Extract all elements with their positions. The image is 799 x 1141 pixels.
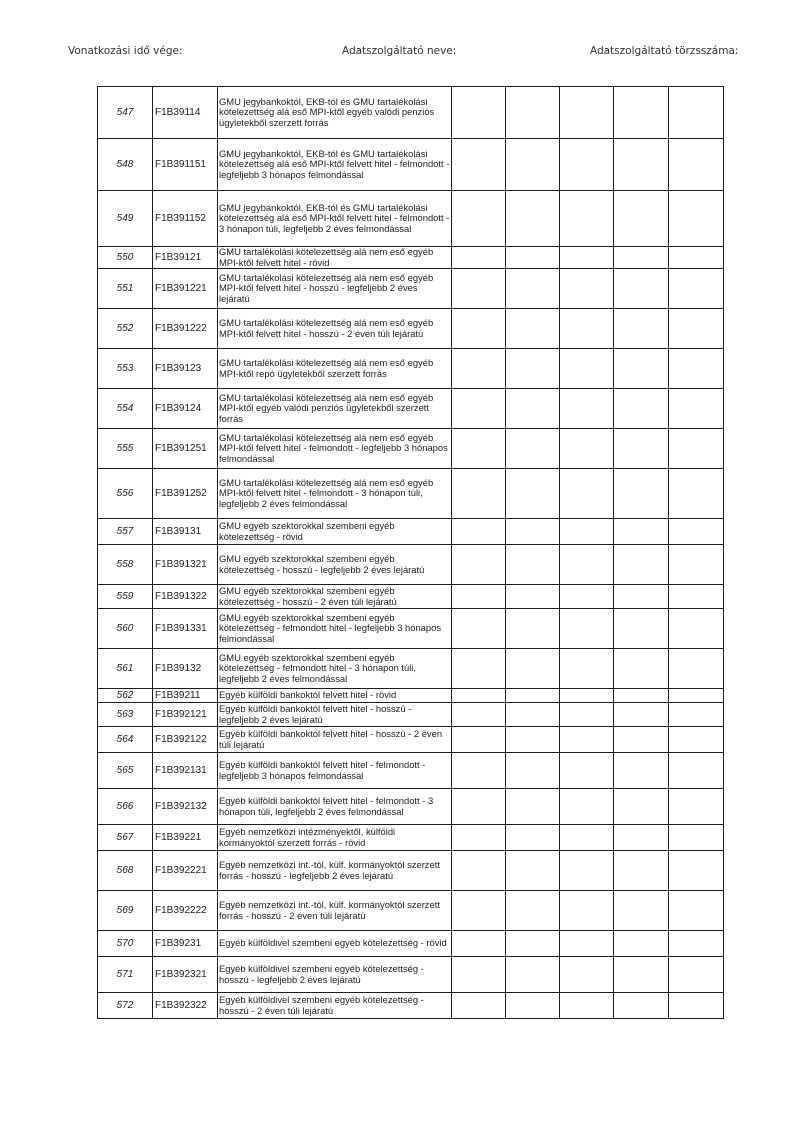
value-cell[interactable] — [560, 609, 614, 649]
value-cell[interactable] — [614, 349, 669, 389]
value-cell[interactable] — [614, 191, 669, 247]
row-description: GMU egyéb szektorokkal szembeni egyéb kötelezettség - rövid — [218, 519, 452, 545]
value-cell[interactable] — [560, 469, 614, 519]
header-provider-name-label: Adatszolgáltató neve: — [342, 45, 457, 57]
value-cell[interactable] — [452, 753, 506, 789]
value-cell[interactable] — [506, 789, 560, 825]
row-number: 558 — [98, 545, 153, 585]
row-code: F1B39211 — [153, 689, 218, 703]
row-number: 563 — [98, 703, 153, 727]
table-row — [98, 309, 724, 349]
table-row — [98, 703, 724, 727]
row-code: F1B391331 — [153, 609, 218, 649]
value-cell[interactable] — [614, 703, 669, 727]
value-cell[interactable] — [560, 191, 614, 247]
value-cell[interactable] — [614, 87, 669, 139]
value-cell[interactable] — [669, 957, 724, 993]
value-cell[interactable] — [452, 789, 506, 825]
value-cell[interactable] — [614, 519, 669, 545]
table-row — [98, 993, 724, 1019]
value-cell[interactable] — [452, 389, 506, 429]
value-cell[interactable] — [506, 139, 560, 191]
table-row — [98, 609, 724, 649]
row-description: GMU jegybankoktól, EKB-tól és GMU tartalékolási kötelezettség alá eső MPI-ktől egyéb valódi penziós ügyletekből szerzett forrás — [218, 87, 452, 139]
value-cell[interactable] — [560, 727, 614, 753]
row-description: Egyéb külföldivel szembeni egyéb kötelezettség - rövid — [218, 931, 452, 957]
row-number: 559 — [98, 585, 153, 609]
row-description: Egyéb nemzetközi int.-tól, külf. kormányoktól szerzett forrás - hosszú - 2 éven túli lejáratú — [218, 891, 452, 931]
value-cell[interactable] — [452, 727, 506, 753]
value-cell[interactable] — [614, 309, 669, 349]
row-code: F1B392221 — [153, 851, 218, 891]
table-row — [98, 87, 724, 139]
value-cell[interactable] — [614, 957, 669, 993]
table-row — [98, 429, 724, 469]
row-code: F1B39121 — [153, 247, 218, 269]
row-code: F1B391251 — [153, 429, 218, 469]
table-row — [98, 139, 724, 191]
value-cell[interactable] — [506, 753, 560, 789]
value-cell[interactable] — [560, 545, 614, 585]
value-cell[interactable] — [669, 825, 724, 851]
table-row — [98, 247, 724, 269]
value-cell[interactable] — [560, 139, 614, 191]
value-cell[interactable] — [452, 957, 506, 993]
value-cell[interactable] — [560, 349, 614, 389]
row-code: F1B39231 — [153, 931, 218, 957]
value-cell[interactable] — [506, 727, 560, 753]
row-code: F1B392322 — [153, 993, 218, 1019]
row-number: 571 — [98, 957, 153, 993]
row-code: F1B392122 — [153, 727, 218, 753]
row-description: Egyéb külföldi bankoktól felvett hitel - rövid — [218, 689, 452, 703]
table-row — [98, 585, 724, 609]
value-cell[interactable] — [614, 545, 669, 585]
value-cell[interactable] — [614, 931, 669, 957]
value-cell[interactable] — [614, 851, 669, 891]
table-row — [98, 689, 724, 703]
value-cell[interactable] — [452, 247, 506, 269]
row-number: 553 — [98, 349, 153, 389]
value-cell[interactable] — [452, 703, 506, 727]
value-cell[interactable] — [614, 247, 669, 269]
value-cell[interactable] — [506, 247, 560, 269]
value-cell[interactable] — [452, 609, 506, 649]
table-row — [98, 191, 724, 247]
row-number: 565 — [98, 753, 153, 789]
value-cell[interactable] — [452, 825, 506, 851]
value-cell[interactable] — [669, 469, 724, 519]
value-cell[interactable] — [560, 429, 614, 469]
value-cell[interactable] — [669, 545, 724, 585]
table-row — [98, 269, 724, 309]
value-cell[interactable] — [669, 191, 724, 247]
value-cell[interactable] — [506, 519, 560, 545]
value-cell[interactable] — [506, 891, 560, 931]
value-cell[interactable] — [452, 519, 506, 545]
row-code: F1B392321 — [153, 957, 218, 993]
value-cell[interactable] — [452, 469, 506, 519]
row-number: 554 — [98, 389, 153, 429]
row-description: GMU egyéb szektorokkal szembeni egyéb kötelezettség - felmondott hitel - 3 hónapon túli, legfeljebb 2 éves felmondással — [218, 649, 452, 689]
row-number: 562 — [98, 689, 153, 703]
value-cell[interactable] — [614, 269, 669, 309]
value-cell[interactable] — [506, 191, 560, 247]
value-cell[interactable] — [669, 585, 724, 609]
row-code: F1B391322 — [153, 585, 218, 609]
value-cell[interactable] — [506, 429, 560, 469]
table-row — [98, 851, 724, 891]
row-description: GMU tartalékolási kötelezettség alá nem eső egyéb MPI-ktől felvett hitel - felmondott - legfeljebb 3 hónapos felmondással — [218, 429, 452, 469]
value-cell[interactable] — [669, 309, 724, 349]
value-cell[interactable] — [506, 87, 560, 139]
value-cell[interactable] — [560, 649, 614, 689]
value-cell[interactable] — [452, 87, 506, 139]
value-cell[interactable] — [506, 585, 560, 609]
row-number: 551 — [98, 269, 153, 309]
value-cell[interactable] — [506, 309, 560, 349]
value-cell[interactable] — [506, 825, 560, 851]
value-cell[interactable] — [614, 891, 669, 931]
row-code: F1B39123 — [153, 349, 218, 389]
row-code: F1B391252 — [153, 469, 218, 519]
value-cell[interactable] — [614, 649, 669, 689]
value-cell[interactable] — [669, 753, 724, 789]
value-cell[interactable] — [506, 389, 560, 429]
value-cell[interactable] — [452, 191, 506, 247]
value-cell[interactable] — [560, 585, 614, 609]
table-row — [98, 891, 724, 931]
value-cell[interactable] — [506, 689, 560, 703]
value-cell[interactable] — [669, 703, 724, 727]
row-number: 572 — [98, 993, 153, 1019]
value-cell[interactable] — [669, 649, 724, 689]
table-row — [98, 957, 724, 993]
value-cell[interactable] — [614, 689, 669, 703]
table-row — [98, 789, 724, 825]
value-cell[interactable] — [506, 349, 560, 389]
value-cell[interactable] — [560, 519, 614, 545]
value-cell[interactable] — [614, 429, 669, 469]
row-description: GMU tartalékolási kötelezettség alá nem eső egyéb MPI-ktől felvett hitel - hosszú - legfeljebb 2 éves lejáratú — [218, 269, 452, 309]
value-cell[interactable] — [560, 309, 614, 349]
value-cell[interactable] — [506, 957, 560, 993]
row-description: Egyéb külföldivel szembeni egyéb kötelezettség - hosszú - 2 éven túli lejáratú — [218, 993, 452, 1019]
table-body — [98, 87, 724, 1019]
value-cell[interactable] — [560, 269, 614, 309]
value-cell[interactable] — [560, 87, 614, 139]
value-cell[interactable] — [560, 891, 614, 931]
table-row — [98, 389, 724, 429]
row-code: F1B39132 — [153, 649, 218, 689]
row-description: GMU egyéb szektorokkal szembeni egyéb kötelezettség - hosszú - 2 éven túli lejáratú — [218, 585, 452, 609]
value-cell[interactable] — [669, 247, 724, 269]
row-number: 570 — [98, 931, 153, 957]
value-cell[interactable] — [669, 389, 724, 429]
value-cell[interactable] — [614, 753, 669, 789]
row-code: F1B39221 — [153, 825, 218, 851]
value-cell[interactable] — [560, 825, 614, 851]
row-number: 547 — [98, 87, 153, 139]
table-row — [98, 469, 724, 519]
table-row — [98, 931, 724, 957]
row-description: Egyéb külföldi bankoktól felvett hitel - hosszú - legfeljebb 2 éves lejáratú — [218, 703, 452, 727]
value-cell[interactable] — [560, 851, 614, 891]
value-cell[interactable] — [452, 649, 506, 689]
value-cell[interactable] — [669, 851, 724, 891]
value-cell[interactable] — [614, 585, 669, 609]
header-reference-period-label: Vonatkozási idő vége: — [68, 45, 183, 57]
value-cell[interactable] — [669, 931, 724, 957]
row-description: GMU tartalékolási kötelezettség alá nem eső egyéb MPI-ktől felvett hitel - felmondott - 3 hónapon túli, legfeljebb 2 éves felmondással — [218, 469, 452, 519]
table-row — [98, 545, 724, 585]
value-cell[interactable] — [506, 993, 560, 1019]
value-cell[interactable] — [560, 389, 614, 429]
data-table — [97, 86, 724, 1019]
value-cell[interactable] — [669, 269, 724, 309]
value-cell[interactable] — [669, 87, 724, 139]
value-cell[interactable] — [452, 931, 506, 957]
row-number: 566 — [98, 789, 153, 825]
value-cell[interactable] — [669, 727, 724, 753]
row-description: GMU tartalékolási kötelezettség alá nem eső egyéb MPI-ktől repó ügyletekből szerzett forrás — [218, 349, 452, 389]
value-cell[interactable] — [614, 389, 669, 429]
row-number: 560 — [98, 609, 153, 649]
row-description: Egyéb külföldi bankoktól felvett hitel - hosszú - 2 éven túli lejáratú — [218, 727, 452, 753]
row-description: GMU tartalékolási kötelezettség alá nem eső egyéb MPI-ktől felvett hitel - rövid — [218, 247, 452, 269]
value-cell[interactable] — [614, 993, 669, 1019]
value-cell[interactable] — [560, 993, 614, 1019]
row-number: 556 — [98, 469, 153, 519]
row-code: F1B392131 — [153, 753, 218, 789]
row-description: GMU egyéb szektorokkal szembeni egyéb kötelezettség - felmondott hitel - legfeljebb 3 hónapos felmondással — [218, 609, 452, 649]
row-description: GMU tartalékolási kötelezettség alá nem eső egyéb MPI-ktől egyéb valódi penziós ügyletekből szerzett forrás — [218, 389, 452, 429]
value-cell[interactable] — [506, 703, 560, 727]
value-cell[interactable] — [452, 689, 506, 703]
row-code: F1B39131 — [153, 519, 218, 545]
row-description: GMU tartalékolási kötelezettség alá nem eső egyéb MPI-ktől felvett hitel - hosszú - 2 éven túli lejáratú — [218, 309, 452, 349]
value-cell[interactable] — [452, 585, 506, 609]
row-code: F1B39114 — [153, 87, 218, 139]
table-row — [98, 649, 724, 689]
value-cell[interactable] — [506, 469, 560, 519]
row-number: 548 — [98, 139, 153, 191]
table-row — [98, 825, 724, 851]
row-number: 549 — [98, 191, 153, 247]
value-cell[interactable] — [614, 825, 669, 851]
value-cell[interactable] — [669, 789, 724, 825]
value-cell[interactable] — [560, 931, 614, 957]
row-description: Egyéb nemzetközi intézményektől, külföldi kormányoktól szerzett forrás - rövid — [218, 825, 452, 851]
value-cell[interactable] — [669, 891, 724, 931]
row-code: F1B391222 — [153, 309, 218, 349]
value-cell[interactable] — [669, 609, 724, 649]
value-cell[interactable] — [669, 993, 724, 1019]
value-cell[interactable] — [452, 139, 506, 191]
row-number: 569 — [98, 891, 153, 931]
value-cell[interactable] — [506, 649, 560, 689]
row-description: GMU jegybankoktól, EKB-tól és GMU tartalékolási kötelezettség alá eső MPI-ktől felvett hitel - felmondott - 3 hónapon túli, legfeljebb 2 éves felmondással — [218, 191, 452, 247]
row-number: 568 — [98, 851, 153, 891]
row-code: F1B391151 — [153, 139, 218, 191]
row-number: 564 — [98, 727, 153, 753]
value-cell[interactable] — [452, 851, 506, 891]
value-cell[interactable] — [560, 789, 614, 825]
value-cell[interactable] — [560, 957, 614, 993]
value-cell[interactable] — [614, 727, 669, 753]
value-cell[interactable] — [614, 139, 669, 191]
row-description: GMU jegybankoktól, EKB-tól és GMU tartalékolási kötelezettség alá eső MPI-ktől felvett hitel - felmondott - legfeljebb 3 hónapos felmondással — [218, 139, 452, 191]
value-cell[interactable] — [669, 519, 724, 545]
row-description: Egyéb külföldi bankoktól felvett hitel - felmondott - 3 hónapon túli, legfeljebb 2 éves felmondással — [218, 789, 452, 825]
header-provider-id-label: Adatszolgáltató törzsszáma: — [590, 45, 739, 57]
row-number: 561 — [98, 649, 153, 689]
value-cell[interactable] — [506, 851, 560, 891]
value-cell[interactable] — [614, 789, 669, 825]
value-cell[interactable] — [560, 689, 614, 703]
row-number: 567 — [98, 825, 153, 851]
row-code: F1B392132 — [153, 789, 218, 825]
value-cell[interactable] — [669, 139, 724, 191]
row-description: Egyéb külföldivel szembeni egyéb kötelezettség - hosszú - legfeljebb 2 éves lejáratú — [218, 957, 452, 993]
table-row — [98, 727, 724, 753]
row-code: F1B391152 — [153, 191, 218, 247]
value-cell[interactable] — [560, 247, 614, 269]
row-number: 555 — [98, 429, 153, 469]
row-number: 552 — [98, 309, 153, 349]
value-cell[interactable] — [506, 269, 560, 309]
value-cell[interactable] — [669, 689, 724, 703]
value-cell[interactable] — [452, 545, 506, 585]
value-cell[interactable] — [452, 993, 506, 1019]
value-cell[interactable] — [506, 545, 560, 585]
value-cell[interactable] — [560, 753, 614, 789]
value-cell[interactable] — [506, 931, 560, 957]
row-number: 557 — [98, 519, 153, 545]
value-cell[interactable] — [452, 309, 506, 349]
value-cell[interactable] — [614, 469, 669, 519]
table-row — [98, 349, 724, 389]
row-description: Egyéb külföldi bankoktól felvett hitel - felmondott - legfeljebb 3 hónapos felmondással — [218, 753, 452, 789]
value-cell[interactable] — [452, 429, 506, 469]
row-code: F1B391221 — [153, 269, 218, 309]
row-description: GMU egyéb szektorokkal szembeni egyéb kötelezettség - hosszú - legfeljebb 2 éves lejáratú — [218, 545, 452, 585]
value-cell[interactable] — [669, 349, 724, 389]
row-description: Egyéb nemzetközi int.-tól, külf. kormányoktól szerzett forrás - hosszú - legfeljebb 2 éves lejáratú — [218, 851, 452, 891]
value-cell[interactable] — [669, 429, 724, 469]
value-cell[interactable] — [452, 349, 506, 389]
value-cell[interactable] — [560, 703, 614, 727]
value-cell[interactable] — [452, 269, 506, 309]
table-row — [98, 519, 724, 545]
row-code: F1B392121 — [153, 703, 218, 727]
value-cell[interactable] — [452, 891, 506, 931]
value-cell[interactable] — [614, 609, 669, 649]
value-cell[interactable] — [506, 609, 560, 649]
table-row — [98, 753, 724, 789]
row-code: F1B391321 — [153, 545, 218, 585]
row-code: F1B39124 — [153, 389, 218, 429]
row-number: 550 — [98, 247, 153, 269]
row-code: F1B392222 — [153, 891, 218, 931]
